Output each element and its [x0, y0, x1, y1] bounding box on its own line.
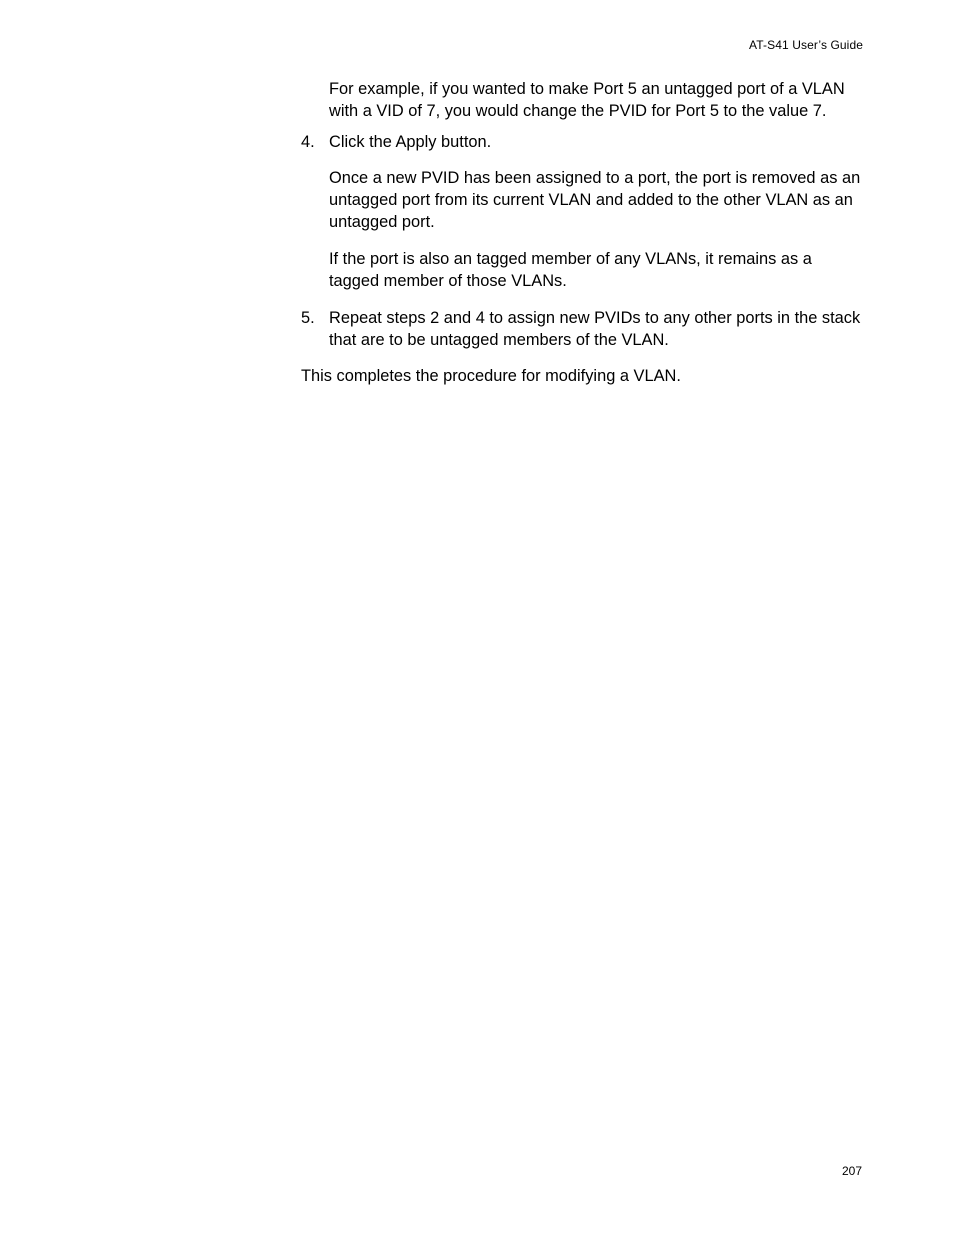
step-text: Click the Apply button. [329, 133, 492, 151]
step-text: Repeat steps 2 and 4 to assign new PVIDs to any other ports in the stack that are to be untagged members of the VLAN. [329, 309, 861, 349]
intro-paragraph: For example, if you wanted to make Port 5 an untagged port of a VLAN with a VID of 7, you would change the PVID for Port 5 to the value 7. [329, 80, 845, 120]
page-number: 207 [841, 1164, 862, 1178]
closing-paragraph: This completes the procedure for modifying a VLAN. [301, 367, 681, 385]
pvid-paragraph: Once a new PVID has been assigned to a port, the port is removed as an untagged port from its current VLAN and added to the other VLAN as an untagged port. [329, 169, 861, 231]
document-body [301, 78, 866, 387]
step-4 [301, 131, 866, 153]
step-number: 4. [301, 133, 315, 151]
step-5 [301, 307, 866, 351]
step-number: 5. [301, 309, 315, 327]
tagged-member-paragraph: If the port is also an tagged member of any VLANs, it remains as a tagged member of those VLANs. [329, 250, 812, 290]
running-header: AT-S41 User’s Guide [749, 38, 863, 52]
